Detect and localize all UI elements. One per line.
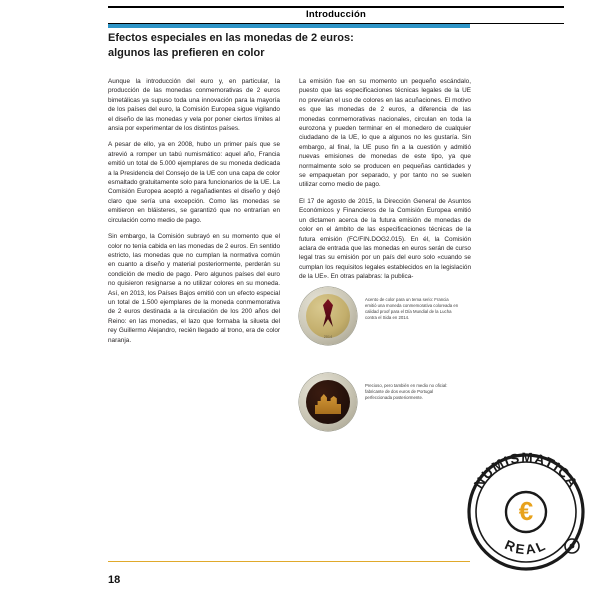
header-rule-top (108, 6, 564, 8)
article-title-line-1: Efectos especiales en las monedas de 2 euros: (108, 32, 354, 44)
coin-image (299, 373, 357, 431)
stamp-top-text: NUMISMATICA (470, 449, 582, 492)
svg-text:REAL (503, 537, 550, 557)
stamp-bottom-text: REAL (502, 537, 550, 558)
coin-image (299, 287, 357, 345)
paragraph: El 17 de agosto de 2015, la Dirección General de Asuntos Económicos y Financieros de la Comisión Europea emitió un dictamen acerca de la futura emisión de monedas de color en el ámbito de las especificaciones técnicas de la futura emisión (FC/FIN.DOG2.015). En él, la Comisión aclara de entrada que las monedas en euros serán de curso legal tras su emisión por un país del euro solo «cuando se cumplan los requisitos legales establecidos en la legislación de la UE». En otras palabras: la publica- (299, 197, 471, 281)
paragraph: Aunque la introducción del euro y, en particular, la producción de las monedas conmemorativas de 2 euros bimetálicas ya supuso toda una innovación para la mayoría de los países del euro, la Comisión Europea sigue vigilando el diseño de las monedas y vela por poner ciertos límites al ansia por experimentar de los distintos países. (108, 78, 280, 133)
paragraph: A pesar de ello, ya en 2008, hubo un primer país que se atrevió a romper un tabú numismático: aquel año, Francia emitió un total de 5.000 ejemplares de su moneda dedicada a la Presidencia del Consejo de la UE con una capa de color esmaltado gratuitamente solo para funcionarios de la UE. La Comisión Europea aceptó a regañadientes el diseño y dejó claro que sería una excepción. Como las monedas se emitieron en bláisteres, se garantizó que no entrarían en circulación como medio de pago. (108, 141, 280, 224)
euro-symbol-icon: € (518, 496, 534, 526)
figure-coin-colored (299, 373, 459, 431)
coin-year-text: 2014 (323, 335, 333, 339)
paragraph: La emisión fue en su momento un pequeño escándalo, puesto que las especificaciones técnicas legales de la UE no preveían el uso de colores en las acuñaciones. El motivo es que las monedas de 2 euros, a diferencia de las monedas conmemorativas nacionales, circulan en toda la eurozona y pueden terminar en el monedero de cualquier ciudadano de la UE, lo que a algunos no les gustaría. Sin embargo, al final, la UE puso fin a la cuestión y admitió nuevas emisiones de monedas de este tipo, ya que normalmente solo se producen en pequeñas cantidades y se empaquetan por separado, y por tanto no se suelen utilizar como medio de pago. (299, 78, 471, 189)
paragraph: Sin embargo, la Comisión subrayó en su momento que el color no tenía cabida en las monedas de 2 euros. En sentido estricto, las monedas que no cumplan la normativa común en cuanto a diseño y material posteriormente, perderán su condición de medio de pago. Pero algunos países del euro no quisieron resignarse a no utilizar colores en su moneda. Así, en 2013, los Países Bajos emitió con un efecto especial un total de 1.500 ejemplares de la moneda conmemorativa de 2 euros destinada a la circulación de los 200 años del Reino: en las monedas, el lazo que formaba la silueta del rey Guillermo Alejandro, recién llegado al trono, era de color naranja. (108, 233, 280, 344)
figure-caption: Acento de color para un tema serio: Francia emitió una moneda conmemorativa coloreada en calidad proof para el Día Mundial de la Lucha contra el Sida en 2014. (365, 297, 459, 321)
watermark-stamp (460, 446, 592, 578)
page-number: 18 (108, 574, 121, 586)
body-column-right (299, 77, 471, 289)
footer-rule (108, 561, 470, 562)
header-title: Introducción (306, 9, 366, 20)
article-title-line-2: algunos las prefieren en color (108, 46, 265, 59)
body-column-left (108, 77, 280, 352)
accent-bar (108, 24, 470, 28)
article-title (108, 31, 458, 60)
figure-caption: Precioso, pero también en medio no oficial: fabricante de dos euros de Portugal perfeccionada posteriormente. (365, 383, 448, 401)
svg-text:NUMISMATICA (471, 450, 581, 491)
figure-coin-france (299, 287, 459, 345)
